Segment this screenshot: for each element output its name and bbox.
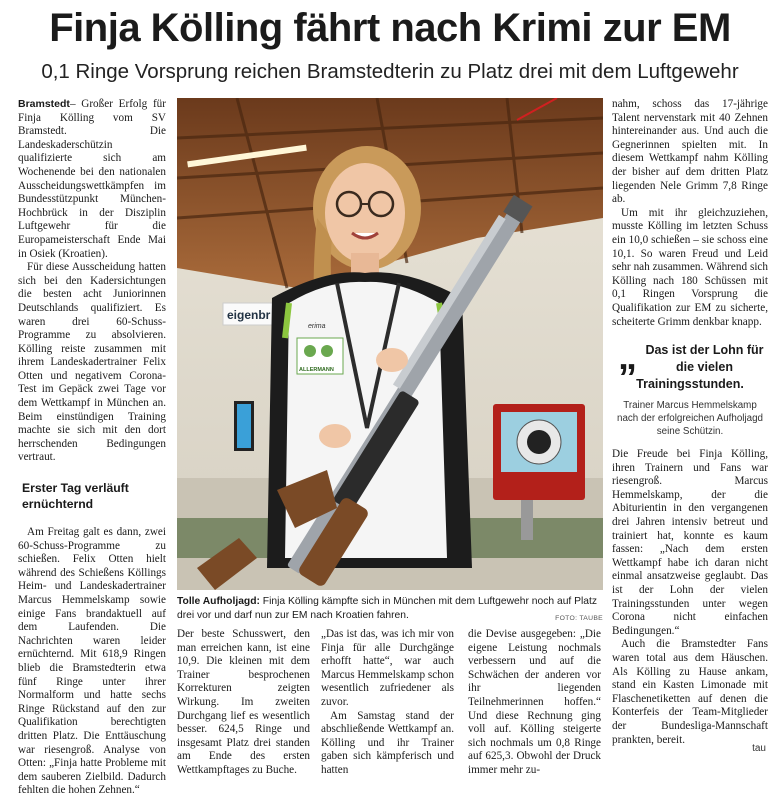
photo-credit: FOTO: TAUBE	[555, 614, 603, 622]
article-column-1	[18, 98, 166, 797]
photo-caption	[177, 595, 603, 625]
wall-logo: eigenbr	[227, 308, 271, 322]
paragraph: nahm, schoss das 17-jährige Talent nervenstark mit 40 Zehnen hintereinander aus. Und auch die Gegnerinnen spielten mit. In diesem Wettkampf nahm Kölling der bisher auf dem dritten Platz liegenden Nele Grimm 7,8 Ringe ab.	[612, 98, 768, 206]
caption-lead: Tolle Aufholjagd:	[177, 596, 260, 607]
quote-mark-icon: „	[618, 336, 637, 379]
paragraph: Am Samstag stand der abschließende Wettkampf an. Kölling und ihr Trainer gaben sich kämpferisch und hatten	[321, 709, 454, 776]
paragraph: Die Freude bei Finja Kölling, ihren Trainern und Fans war riesengroß. Marcus Hemmelskamp, der die Abiturientin in den vergangenen drei Jahren intensiv betreut und trainiert hat, konnte es kaum fassen: „Nach dem ersten Wettkampf habe ich daran nicht einmal ansatzweise geglaubt. Das ist der Lohn der vielen Trainingsstunden unter wegen Corona nicht einfachen Bedingungen.“	[612, 448, 768, 637]
paragraph: die Devise ausgegeben: „Die eigene Leistung nochmals verbessern und auf die Schwächen der anderen vor ihr liegenden Teilnehmerinnen hoffen.“ Und diese Rechnung ging voll auf. Kölling steigerte sich nochmals um 0,8 Ringe auf 625,3. Obwohl der Druck immer mehr zu-	[468, 628, 601, 776]
pull-quote-text: Das ist der Lohn für die vielen Trainingsstunden.	[636, 343, 764, 392]
vest-sponsor: ALLERMANN	[299, 367, 334, 373]
lead-text: – Großer Erfolg für Finja Kölling vom SV Bramstedt. Die Landeskaderschützin qualifizierte sich am Wochenende bei den nationalen Ausscheidungswettkämpfen im Bundesstützpunkt München-Hochbrück in der Disziplin Luftgewehr für die Europameisterschaft Ende Mai in Osiek (Kroatien).	[18, 98, 166, 260]
paragraph: Auch die Bramstedter Fans waren total aus dem Häuschen. Als Kölling zu Hause ankam, stand ein Kasten Limonade mit Flaschenetiketten auf denen die Konterfeis der Team-Mitglieder der Bundesliga-Mannschaft prankten, bereit.	[612, 638, 768, 746]
paragraph: Am Freitag galt es dann, zwei 60-Schuss-Programme zu schießen. Felix Otten hielt während des Schießens Köllings Heim- und Landeskadertrainer Marcus Hemmelskamp sowie einige Fans brandaktuell auf dem Laufenden. Die Nachrichten waren leider ernüchternd. Mit 618,9 Ringen blieb die Bramstedterin etwa fünf Ringe unter ihrer Normalform und hatte sechs Ringe Rückstand auf den zur Qualifikation berechtigten dritten Platz. Die Enttäuschung war riesengroß. Analyse von Otten: „Finja hatte Probleme mit dem sauberen Zielbild. Dadurch fehlten die hohen Zehnen.“	[18, 526, 166, 797]
article-column-5	[612, 98, 768, 758]
section-subtitle: Erster Tag verläuft ernüchternd	[22, 481, 129, 512]
pull-quote-attribution: Trainer Marcus Hemmelskamp nach der erfolgreichen Aufholjagd seine Schützin.	[617, 400, 763, 438]
article-photo	[177, 98, 603, 590]
author-initials: tau	[752, 743, 766, 754]
vest-brand: erima	[308, 323, 326, 330]
lead-paragraph	[18, 98, 166, 261]
article-column-2	[177, 628, 310, 776]
caption-text: Finja Kölling kämpfte sich in München mit dem Luftgewehr noch auf Platz drei vor und darf nun zur EM nach Kroatien fahren.	[177, 596, 598, 621]
dateline: Bramstedt	[18, 98, 70, 110]
headline: Finja Kölling fährt nach Krimi zur EM	[49, 6, 731, 50]
paragraph: Um mit ihr gleichzuziehen, musste Kölling im letzten Schuss ein 10,0 schießen – sie schoss eine 10,1. So waren Freud und Leid sehr nah zusammen. Während sich Kölling nach 180 Schüssen mit 0,1 Ringen Vorsprung die Qualifikation zur EM zu sicherte, scheiterte Grimm denkbar knapp.	[612, 206, 768, 328]
pull-quote	[612, 336, 768, 438]
paragraph: „Das ist das, was ich mir von Finja für alle Durchgänge erhofft hatte“, war auch Marcus Hemmelskamp schon wesentlich zufriedener als zuvor.	[321, 628, 454, 708]
paragraph: Der beste Schusswert, den man erreichen kann, ist eine 10,9. Die kleinen mit dem Trainer besprochenen Korrekturen zeigten Wirkung. Im zweiten Durchgang lief es wesentlich besser. 624,5 Ringe und insgesamt Platz drei standen am Ende des ersten Wettkampftages zu Buche.	[177, 628, 310, 776]
subheadline: 0,1 Ringe Vorsprung reichen Bramstedterin zu Platz drei mit dem Luftgewehr	[41, 60, 739, 83]
article-column-3	[321, 628, 454, 776]
article-column-4	[468, 628, 601, 776]
paragraph: Für diese Ausscheidung hatten sich bei den Kadersichtungen die besten acht Juniorinnen Deutschlands qualifiziert. Es waren drei 60-Schuss-Programme zu absolvieren. Kölling reiste zusammen mit ihrem Landeskadertrainer Felix Otten und negativem Corona-Test im Gepäck zwei Tage vor dem Wettkampf in München an. Beim einstündigen Training machte sie sich mit den dort herrschenden Bedingungen vertraut.	[18, 261, 166, 464]
